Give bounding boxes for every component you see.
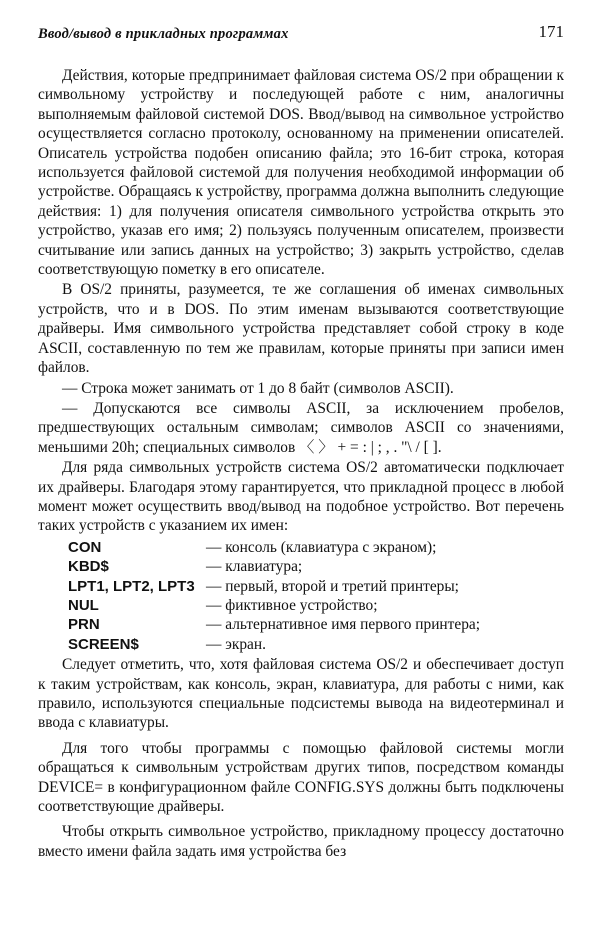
device-name: PRN (68, 616, 100, 634)
page-number: 171 (538, 22, 564, 41)
device-description: — экран. (206, 635, 266, 653)
paragraph-device-command: Для того чтобы программы с помощью файловой системы могли обращаться к символьным устройствам других типов, посредством команды DEVICE= в конфигурационном файле CONFIG.SYS должны быть подключены соответствующие драйверы. (38, 739, 564, 815)
device-row (38, 557, 564, 576)
device-row (38, 635, 564, 654)
device-row (38, 577, 564, 596)
device-row (38, 538, 564, 557)
paragraph-special-subsystems: Следует отметить, что, хотя файловая система OS/2 и обеспечивает доступ к таким устройствам, как консоль, экран, клавиатура, для работы с ними, как правило, используются специальные подсистемы вывода на видеотерминал и ввода с клавиатуры. (38, 656, 564, 732)
page-header (38, 22, 564, 48)
device-name: LPT1, LPT2, LPT3 (68, 577, 195, 595)
rule-allowed-characters: — Допускаются все символы ASCII, за исключением пробелов, предшествующих остальным символам; символов ASCII со значениями, меньшими 20h; специальных символов 〈 〉 + = : | ; , . "\ / [ ]. (38, 399, 564, 456)
device-name: KBD$ (68, 558, 109, 576)
device-row (38, 615, 564, 634)
device-description: — альтернативное имя первого принтера; (206, 616, 481, 634)
device-description: — клавиатура; (206, 558, 303, 576)
paragraph-device-naming: В OS/2 приняты, разумеется, те же соглашения об именах символьных устройств, что и в DOS. По этим именам вызываются соответствующие драйверы. Имя символьного устройства представляет собой строку в коде ASCII, составленную по тем же правилам, которые приняты при записи имен файлов. (38, 281, 564, 377)
device-name: CON (68, 538, 102, 556)
rule-name-length: — Строка может занимать от 1 до 8 байт (символов ASCII). (62, 379, 454, 397)
device-row (38, 596, 564, 615)
device-description: — фиктивное устройство; (206, 596, 378, 614)
device-name: SCREEN$ (68, 635, 139, 653)
device-description: — первый, второй и третий принтеры; (206, 577, 459, 595)
device-description: — консоль (клавиатура с экраном); (206, 538, 437, 556)
paragraph-open-device: Чтобы открыть символьное устройство, прикладному процессу достаточно вместо имени файла задать имя устройства без (38, 823, 564, 860)
device-name: NUL (68, 596, 99, 614)
device-list (38, 538, 564, 654)
paragraph-file-system-actions: Действия, которые предпринимает файловая система OS/2 при обращении к символьному устройству и последующей работе с ним, аналогичны выполняемым файловой системой DOS. Ввод/вывод на символьное устройство осуществляется согласно протоколу, основанному на применении описателей. Описатель устройства подобен описанию файла; это 16-бит строка, которая используется файловой системой для получения необходимой информации об устройстве. Обращаясь к устройству, программа должна выполнить следующие действия: 1) для получения описателя символьного устройства открыть это устройство, указав его имя; 2) пользуясь полученным описателем, произвести считывание или запись данных на устройство; 3) закрыть устройство, сделав соответствующую пометку в его описателе. (38, 67, 564, 279)
running-head: Ввод/вывод в прикладных программах (38, 26, 289, 42)
paragraph-auto-drivers: Для ряда символьных устройств система OS/2 автоматически подключает их драйверы. Благодаря этому гарантируется, что прикладной процесс в любой момент может осуществить ввод/вывод на подобное устройство. Вот перечень таких устройств с указанием их имен: (38, 459, 564, 535)
page-body (38, 66, 564, 861)
